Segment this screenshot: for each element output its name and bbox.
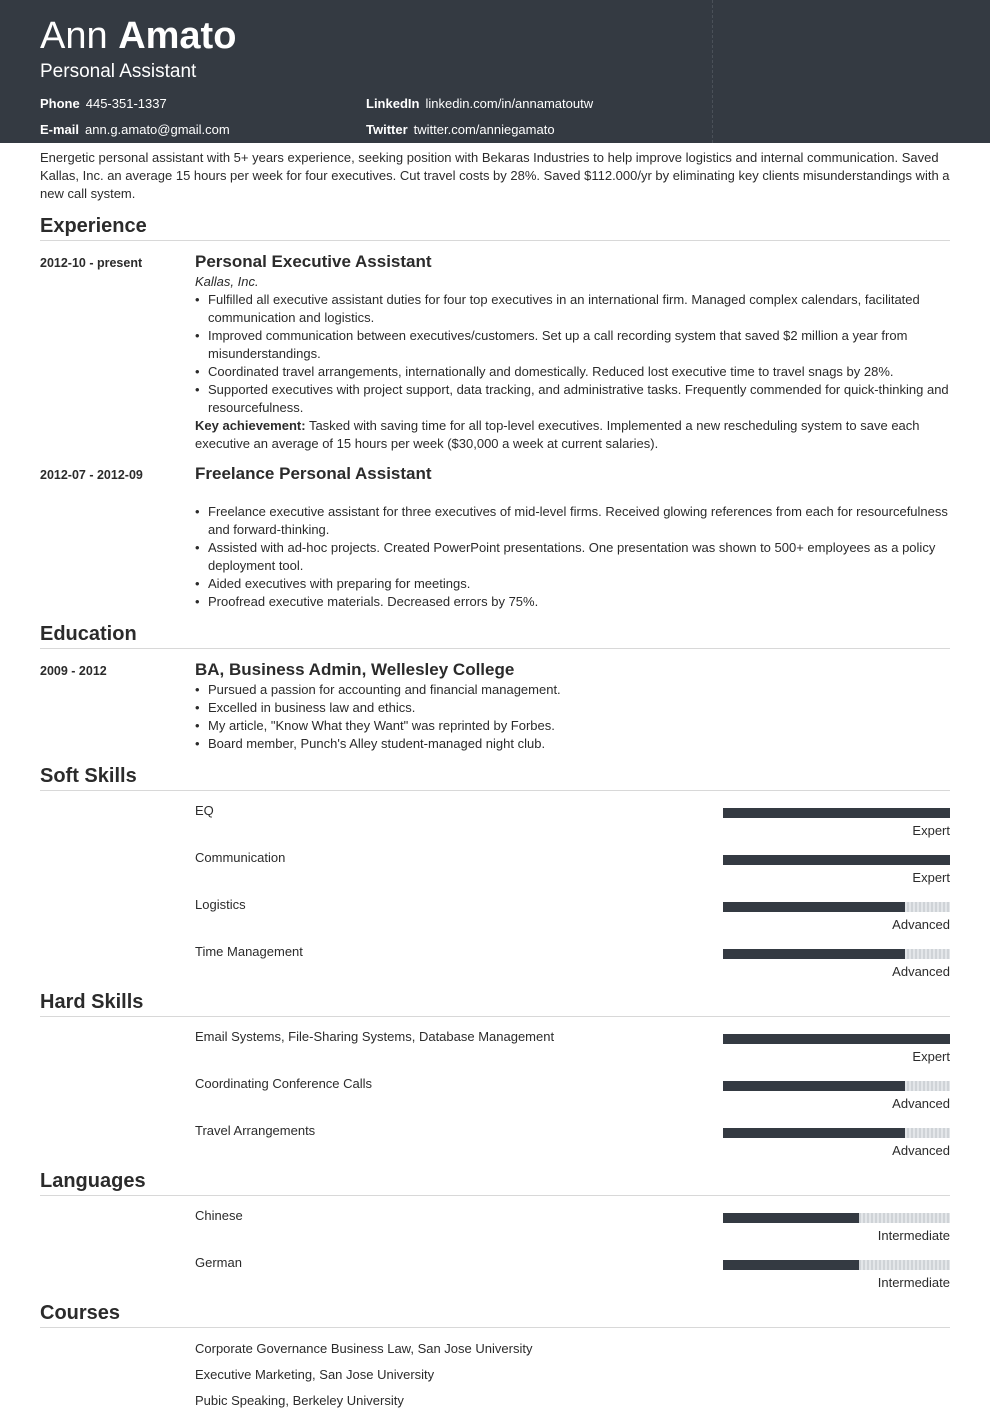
skill-name: EQ bbox=[195, 803, 214, 818]
language-level-fill bbox=[723, 1260, 859, 1270]
skill-level: Expert bbox=[912, 1049, 950, 1064]
contact-phone bbox=[40, 96, 167, 112]
language-item bbox=[40, 1196, 950, 1243]
contact-info bbox=[40, 96, 950, 148]
education-entry bbox=[40, 659, 950, 753]
entry-date: 2009 - 2012 bbox=[40, 664, 107, 678]
contact-label: Phone bbox=[40, 96, 80, 111]
contact-value: ann.g.amato@gmail.com bbox=[85, 122, 230, 137]
skill-level-bar bbox=[723, 808, 950, 818]
skill-item bbox=[40, 838, 950, 885]
contact-label: E-mail bbox=[40, 122, 80, 137]
skill-level-bar bbox=[723, 949, 950, 959]
contact-twitter bbox=[366, 122, 555, 138]
first-name: Ann bbox=[40, 15, 108, 57]
list-item: • Supported executives with project support, data tracking, and administrative tasks. Frequently commended for quick-thinking and resourcefulness. bbox=[208, 381, 950, 417]
courses-list bbox=[40, 1336, 950, 1414]
skill-level: Advanced bbox=[892, 964, 950, 979]
skill-level-bar bbox=[723, 902, 950, 912]
skill-item bbox=[40, 885, 950, 932]
language-level: Intermediate bbox=[877, 1275, 950, 1290]
skill-level-fill bbox=[723, 1034, 950, 1044]
list-item: • Assisted with ad-hoc projects. Created PowerPoint presentations. One presentation was shown to 500+ employees as a policy deployment tool. bbox=[208, 539, 950, 575]
language-item bbox=[40, 1243, 950, 1290]
achievement-label: Key achievement: bbox=[195, 418, 306, 433]
list-item: • Fulfilled all executive assistant duties for four top executives in an international firm. Managed complex calendars, facilitated communication and logistics. bbox=[208, 291, 950, 327]
experience-entry bbox=[40, 251, 950, 453]
language-name: Chinese bbox=[195, 1208, 243, 1223]
summary: Energetic personal assistant with 5+ years experience, seeking position with Bekaras Industries to help improve logistics and internal communication. Saved Kallas, Inc. an average 15 hours per week for four executives. Cut travel costs by 28%. Saved $112.000/yr by eliminating key clients misunderstandings with a new call system. bbox=[40, 150, 950, 201]
entry-bullets bbox=[195, 681, 950, 753]
candidate-name bbox=[40, 14, 950, 58]
entry-company: Kallas, Inc. bbox=[195, 274, 259, 289]
skill-level: Advanced bbox=[892, 1143, 950, 1158]
skill-level-bar bbox=[723, 1034, 950, 1044]
skill-level: Expert bbox=[912, 870, 950, 885]
list-item: • Board member, Punch's Alley student-managed night club. bbox=[208, 735, 950, 753]
skill-level-fill bbox=[723, 949, 905, 959]
skill-level-fill bbox=[723, 855, 950, 865]
skill-name: Coordinating Conference Calls bbox=[195, 1076, 373, 1091]
section-title-soft-skills: Soft Skills bbox=[40, 763, 950, 791]
list-item: • Proofread executive materials. Decreased errors by 75%. bbox=[208, 593, 950, 611]
contact-value: twitter.com/anniegamato bbox=[413, 122, 555, 137]
contact-linkedin bbox=[366, 96, 593, 112]
soft-skills-list bbox=[40, 791, 950, 979]
entry-title: Freelance Personal Assistant bbox=[195, 464, 432, 483]
languages-list bbox=[40, 1196, 950, 1290]
entry-title: Personal Executive Assistant bbox=[195, 252, 432, 271]
entry-date: 2012-10 - present bbox=[40, 256, 143, 270]
resume-header bbox=[0, 0, 990, 143]
list-item: • Pursued a passion for accounting and financial management. bbox=[208, 681, 950, 699]
entry-date: 2012-07 - 2012-09 bbox=[40, 468, 143, 482]
skill-item bbox=[40, 1111, 950, 1158]
contact-email bbox=[40, 122, 230, 138]
job-role: Personal Assistant bbox=[40, 61, 197, 82]
course-item: Corporate Governance Business Law, San Jose University bbox=[195, 1341, 533, 1356]
entry-bullets bbox=[195, 503, 950, 611]
skill-name: Logistics bbox=[195, 897, 246, 912]
list-item: • My article, "Know What they Want" was reprinted by Forbes. bbox=[208, 717, 950, 735]
language-level-bar bbox=[723, 1260, 950, 1270]
entry-bullets bbox=[195, 291, 950, 417]
skill-name: Email Systems, File-Sharing Systems, Database Management bbox=[195, 1029, 555, 1044]
list-item: • Aided executives with preparing for meetings. bbox=[208, 575, 950, 593]
course-item: Pubic Speaking, Berkeley University bbox=[195, 1393, 404, 1408]
skill-level-fill bbox=[723, 1128, 905, 1138]
course-item: Executive Marketing, San Jose University bbox=[195, 1367, 435, 1382]
skill-level-fill bbox=[723, 1081, 905, 1091]
contact-label: Twitter bbox=[366, 122, 408, 137]
section-title-courses: Courses bbox=[40, 1300, 950, 1328]
resume-body bbox=[0, 149, 990, 1414]
list-item: • Coordinated travel arrangements, internationally and domestically. Reduced lost executive time to travel snags by 28%. bbox=[208, 363, 950, 381]
skill-name: Communication bbox=[195, 850, 286, 865]
skill-item bbox=[40, 1064, 950, 1111]
entry-title: BA, Business Admin, Wellesley College bbox=[195, 660, 515, 679]
hard-skills-list bbox=[40, 1017, 950, 1158]
skill-level-bar bbox=[723, 855, 950, 865]
language-level: Intermediate bbox=[877, 1228, 950, 1243]
skill-level-bar bbox=[723, 1128, 950, 1138]
language-level-fill bbox=[723, 1213, 859, 1223]
experience-entry bbox=[40, 463, 950, 611]
skill-level-fill bbox=[723, 902, 905, 912]
skill-name: Time Management bbox=[195, 944, 303, 959]
skill-level: Expert bbox=[912, 823, 950, 838]
contact-value: linkedin.com/in/annamatoutw bbox=[425, 96, 594, 111]
list-item: • Improved communication between executives/customers. Set up a call recording system that saved $2 million a year from misunderstandings. bbox=[208, 327, 950, 363]
contact-value: 445-351-1337 bbox=[85, 96, 167, 111]
key-achievement bbox=[195, 417, 950, 453]
section-title-hard-skills: Hard Skills bbox=[40, 989, 950, 1017]
skill-level: Advanced bbox=[892, 1096, 950, 1111]
language-level-bar bbox=[723, 1213, 950, 1223]
section-title-languages: Languages bbox=[40, 1168, 950, 1196]
contact-label: LinkedIn bbox=[366, 96, 420, 111]
skill-level-fill bbox=[723, 808, 950, 818]
skill-item bbox=[40, 791, 950, 838]
skill-level: Advanced bbox=[892, 917, 950, 932]
language-name: German bbox=[195, 1255, 242, 1270]
list-item: • Freelance executive assistant for three executives of mid-level firms. Received glowing references from each for resourcefulness and forward-thinking. bbox=[208, 503, 950, 539]
section-title-education: Education bbox=[40, 621, 950, 649]
skill-item bbox=[40, 932, 950, 979]
skill-item bbox=[40, 1017, 950, 1064]
skill-level-bar bbox=[723, 1081, 950, 1091]
last-name: Amato bbox=[118, 15, 237, 57]
company-spacer bbox=[195, 485, 950, 503]
section-title-experience: Experience bbox=[40, 213, 950, 241]
skill-name: Travel Arrangements bbox=[195, 1123, 316, 1138]
achievement-text: Tasked with saving time for all top-level executives. Implemented a new rescheduling system to save each executive an average of 15 hours per week ($30,000 a week at current salaries). bbox=[195, 418, 920, 451]
list-item: • Excelled in business law and ethics. bbox=[208, 699, 950, 717]
